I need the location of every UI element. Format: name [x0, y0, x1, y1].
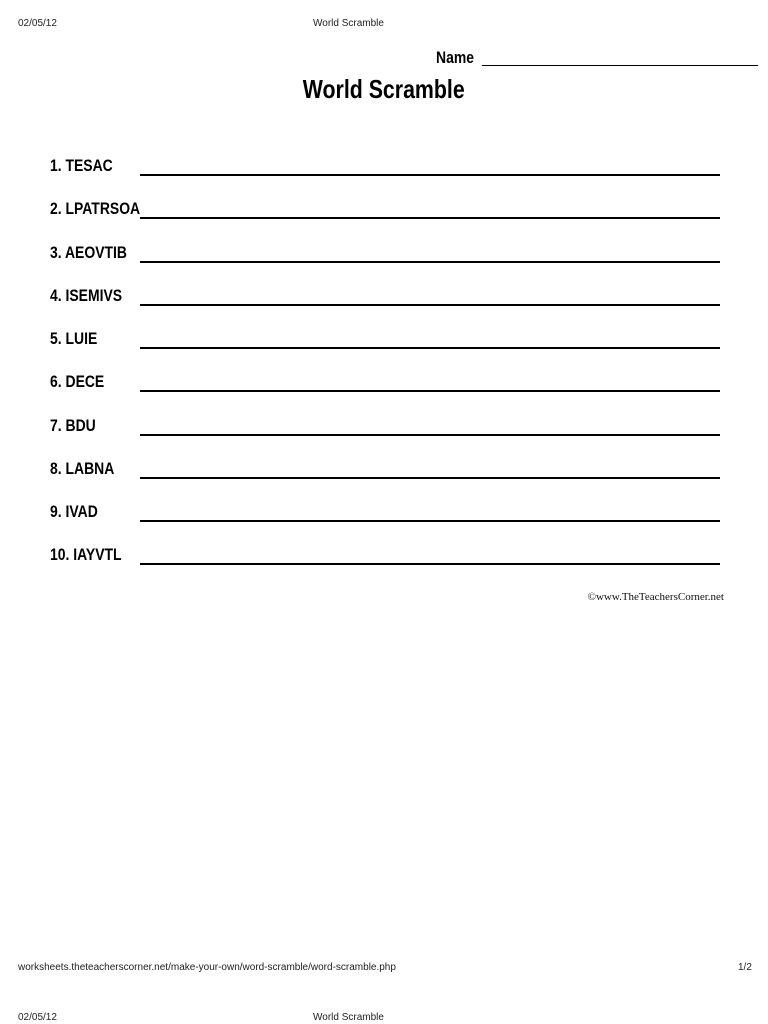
- question-row-7: [50, 414, 720, 438]
- scrambled-word: 5. LUIE: [50, 329, 98, 348]
- scrambled-word: 9. IVAD: [50, 502, 98, 521]
- answer-line[interactable]: [140, 217, 720, 219]
- print-url: worksheets.theteacherscorner.net/make-your-own/word-scramble/word-scramble.php: [18, 962, 396, 973]
- page-title-text: World Scramble: [303, 74, 465, 104]
- question-row-9: [50, 500, 720, 524]
- question-row-3: [50, 241, 720, 265]
- print-date-bottom: 02/05/12: [18, 1012, 57, 1023]
- question-row-4: [50, 284, 720, 308]
- answer-line[interactable]: [140, 347, 720, 349]
- copyright-notice: ©www.TheTeachersCorner.net: [587, 591, 724, 603]
- scrambled-word: 10. IAYVTL: [50, 545, 122, 564]
- name-row: [436, 46, 726, 70]
- scrambled-word: 8. LABNA: [50, 459, 115, 478]
- answer-line[interactable]: [140, 434, 720, 436]
- name-label: Name: [436, 48, 474, 67]
- name-blank-line[interactable]: [482, 65, 758, 66]
- answer-line[interactable]: [140, 563, 720, 565]
- question-row-8: [50, 457, 720, 481]
- question-row-2: [50, 197, 720, 221]
- scrambled-word: 1. TESAC: [50, 156, 113, 175]
- scrambled-word: 6. DECE: [50, 372, 105, 391]
- question-row-10: [50, 543, 720, 567]
- print-title-top: World Scramble: [313, 18, 384, 29]
- page-title: [0, 74, 768, 105]
- answer-line[interactable]: [140, 304, 720, 306]
- scrambled-word: 7. BDU: [50, 416, 96, 435]
- print-title-bottom: World Scramble: [313, 1012, 384, 1023]
- answer-line[interactable]: [140, 477, 720, 479]
- scrambled-word: 3. AEOVTIB: [50, 243, 127, 262]
- question-row-5: [50, 327, 720, 351]
- scrambled-word: 4. ISEMIVS: [50, 286, 123, 305]
- answer-line[interactable]: [140, 261, 720, 263]
- print-date-top: 02/05/12: [18, 18, 57, 29]
- question-row-6: [50, 370, 720, 394]
- answer-line[interactable]: [140, 390, 720, 392]
- answer-line[interactable]: [140, 520, 720, 522]
- answer-line[interactable]: [140, 174, 720, 176]
- print-page-number: 1/2: [738, 962, 752, 973]
- scrambled-word: 2. LPATRSOA: [50, 199, 141, 218]
- question-row-1: [50, 154, 720, 178]
